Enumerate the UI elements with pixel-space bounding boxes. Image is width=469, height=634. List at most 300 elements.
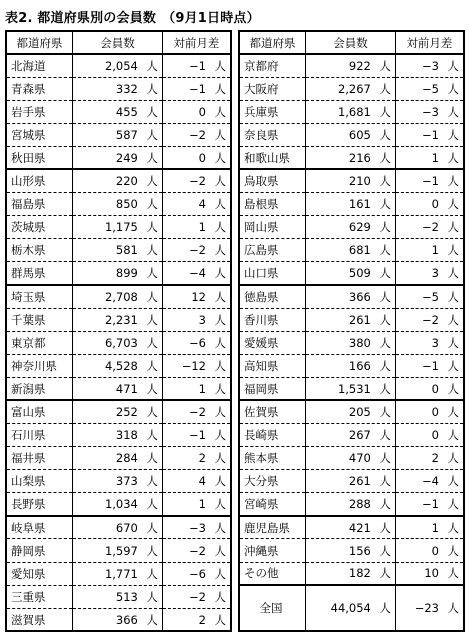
header-prefecture: 都道府県 [6, 31, 73, 54]
cell-value: 0 [431, 405, 439, 420]
table-row [6, 54, 231, 77]
members-cell [73, 308, 163, 331]
cell-value: 0 [431, 197, 439, 212]
unit-label: 人 [146, 497, 158, 512]
unit-label: 人 [146, 220, 158, 235]
cell-value: 3 [431, 335, 439, 350]
unit-label: 人 [447, 220, 459, 235]
unit-label: 人 [447, 174, 459, 189]
unit-label: 人 [379, 150, 391, 165]
diff-cell [162, 447, 231, 470]
header-members: 会員数 [73, 31, 163, 54]
diff-cell [162, 493, 231, 516]
members-cell [306, 400, 396, 423]
prefecture-cell: 和歌山県 [244, 150, 290, 165]
diff-cell [395, 562, 464, 585]
table-row [239, 262, 464, 285]
unit-label: 人 [146, 428, 158, 443]
members-cell [306, 169, 396, 192]
prefecture-cell: 鹿児島県 [244, 520, 290, 535]
cell-value: 850 [115, 197, 138, 212]
cell-value: 366 [115, 612, 138, 627]
header-diff: 対前月差 [395, 31, 464, 54]
table-row [6, 169, 231, 192]
unit-label: 人 [447, 81, 459, 96]
table-row [239, 354, 464, 377]
unit-label: 人 [146, 335, 158, 350]
unit-label: 人 [379, 497, 391, 512]
members-cell [73, 331, 163, 354]
diff-cell [162, 585, 231, 608]
unit-label: 人 [214, 127, 226, 142]
unit-label: 人 [146, 405, 158, 420]
members-cell [306, 539, 396, 562]
cell-value: 161 [348, 197, 371, 212]
members-cell [73, 562, 163, 585]
table-row [6, 493, 231, 516]
diff-cell [162, 123, 231, 146]
diff-cell [395, 331, 464, 354]
members-cell [306, 493, 396, 516]
diff-cell [162, 216, 231, 239]
cell-value: 10 [424, 566, 439, 581]
diff-cell [162, 285, 231, 308]
members-cell [73, 424, 163, 447]
cell-value: −1 [422, 497, 439, 512]
unit-label: 人 [379, 104, 391, 119]
unit-label: 人 [146, 266, 158, 281]
unit-label: 人 [146, 150, 158, 165]
prefecture-cell: 三重県 [11, 589, 46, 604]
prefecture-cell: 北海道 [11, 58, 46, 73]
unit-label: 人 [214, 81, 226, 96]
cell-value: 2,267 [337, 81, 371, 96]
prefecture-cell: 高知県 [244, 358, 279, 373]
cell-value: 1 [431, 150, 439, 165]
prefecture-cell: 新潟県 [11, 381, 46, 396]
unit-label: 人 [146, 381, 158, 396]
unit-label: 人 [146, 520, 158, 535]
table-row [239, 77, 464, 100]
prefecture-cell: 大分県 [244, 474, 279, 489]
unit-label: 人 [146, 474, 158, 489]
prefecture-cell: 千葉県 [11, 312, 46, 327]
diff-cell [162, 539, 231, 562]
members-cell [73, 377, 163, 400]
prefecture-cell: 茨城県 [11, 220, 46, 235]
cell-value: 1,681 [337, 104, 371, 119]
unit-label: 人 [214, 174, 226, 189]
cell-value: 1,175 [104, 220, 138, 235]
unit-label: 人 [447, 428, 459, 443]
cell-value: 1 [198, 497, 206, 512]
cell-value: 681 [348, 243, 371, 258]
diff-cell [395, 54, 464, 77]
cell-value: 182 [348, 566, 371, 581]
cell-value: 0 [431, 543, 439, 558]
prefecture-cell: 宮城県 [11, 127, 46, 142]
cell-value: 249 [115, 150, 138, 165]
members-cell [73, 262, 163, 285]
table-row [6, 262, 231, 285]
table-row [6, 193, 231, 216]
diff-cell [395, 424, 464, 447]
cell-value: 0 [431, 381, 439, 396]
cell-value: 220 [115, 174, 138, 189]
members-cell [73, 354, 163, 377]
unit-label: 人 [146, 174, 158, 189]
cell-value: 1 [198, 220, 206, 235]
cell-value: −3 [422, 58, 439, 73]
unit-label: 人 [379, 127, 391, 142]
table-row [6, 470, 231, 493]
table-row [6, 539, 231, 562]
prefecture-cell: 山口県 [244, 266, 279, 281]
diff-cell [162, 562, 231, 585]
unit-label: 人 [146, 566, 158, 581]
diff-cell [395, 146, 464, 169]
unit-label: 人 [214, 451, 226, 466]
unit-label: 人 [214, 312, 226, 327]
prefecture-cell: 栃木県 [11, 243, 46, 258]
cell-value: −2 [189, 543, 206, 558]
prefecture-cell: 福井県 [11, 451, 46, 466]
unit-label: 人 [214, 150, 226, 165]
unit-label: 人 [447, 474, 459, 489]
cell-value: 0 [198, 104, 206, 119]
cell-value: 1 [431, 520, 439, 535]
cell-value: 1 [431, 243, 439, 258]
unit-label: 人 [447, 197, 459, 212]
table-row [6, 400, 231, 423]
unit-label: 人 [447, 243, 459, 258]
unit-label: 人 [379, 289, 391, 304]
cell-value: 166 [348, 358, 371, 373]
unit-label: 人 [214, 520, 226, 535]
unit-label: 人 [214, 566, 226, 581]
cell-value: 318 [115, 428, 138, 443]
members-cell [306, 216, 396, 239]
unit-label: 人 [146, 612, 158, 627]
members-cell [73, 400, 163, 423]
cell-value: −1 [189, 428, 206, 443]
table-row [6, 77, 231, 100]
table-row [239, 239, 464, 262]
cell-value: 0 [431, 428, 439, 443]
table-row [6, 562, 231, 585]
unit-label: 人 [146, 543, 158, 558]
table-row [239, 308, 464, 331]
members-cell [306, 308, 396, 331]
prefecture-cell: 沖縄県 [244, 543, 279, 558]
diff-cell [395, 262, 464, 285]
cell-value: 581 [115, 243, 138, 258]
unit-label: 人 [214, 497, 226, 512]
prefecture-cell: 島根県 [244, 197, 279, 212]
cell-value: 899 [115, 266, 138, 281]
cell-value: 509 [348, 266, 371, 281]
diff-cell [395, 493, 464, 516]
diff-cell [395, 216, 464, 239]
cell-value: −5 [422, 81, 439, 96]
header-row [239, 31, 464, 54]
diff-cell [162, 377, 231, 400]
unit-label: 人 [447, 289, 459, 304]
cell-value: −2 [189, 174, 206, 189]
unit-label: 人 [379, 266, 391, 281]
unit-label: 人 [214, 358, 226, 373]
table-row [239, 100, 464, 123]
unit-label: 人 [379, 58, 391, 73]
left-table-body [6, 54, 231, 631]
table-row [6, 608, 231, 631]
unit-label: 人 [146, 81, 158, 96]
right-table-body [239, 54, 464, 631]
members-cell [73, 169, 163, 192]
cell-value: 922 [348, 58, 371, 73]
prefecture-cell: 静岡県 [11, 543, 46, 558]
cell-value: 380 [348, 335, 371, 350]
members-cell [306, 447, 396, 470]
diff-cell [162, 331, 231, 354]
unit-label: 人 [146, 58, 158, 73]
members-cell [73, 447, 163, 470]
unit-label: 人 [146, 289, 158, 304]
members-cell [306, 377, 396, 400]
cell-value: 4,528 [104, 358, 138, 373]
diff-cell [395, 100, 464, 123]
cell-value: −12 [181, 358, 206, 373]
unit-label: 人 [447, 405, 459, 420]
table-row [6, 146, 231, 169]
prefecture-cell: 鳥取県 [244, 174, 279, 189]
members-cell [73, 285, 163, 308]
unit-label: 人 [447, 601, 459, 616]
unit-label: 人 [379, 81, 391, 96]
prefecture-cell: 広島県 [244, 243, 279, 258]
cell-value: 2,708 [104, 289, 138, 304]
diff-cell [162, 354, 231, 377]
cell-value: 210 [348, 174, 371, 189]
cell-value: 366 [348, 289, 371, 304]
unit-label: 人 [214, 474, 226, 489]
prefecture-cell: 滋賀県 [11, 612, 46, 627]
prefecture-cell: 大阪府 [244, 81, 279, 96]
unit-label: 人 [379, 405, 391, 420]
table-row [6, 424, 231, 447]
cell-value: 44,054 [330, 601, 371, 616]
table-row [239, 216, 464, 239]
unit-label: 人 [214, 58, 226, 73]
table-row [239, 285, 464, 308]
unit-label: 人 [146, 127, 158, 142]
cell-value: 0 [198, 150, 206, 165]
members-cell [306, 354, 396, 377]
cell-value: 216 [348, 150, 371, 165]
diff-cell [395, 354, 464, 377]
cell-value: −1 [189, 58, 206, 73]
cell-value: −2 [422, 312, 439, 327]
page-title [5, 7, 260, 26]
diff-cell [395, 77, 464, 100]
table-row [239, 123, 464, 146]
prefecture-cell: 奈良県 [244, 127, 279, 142]
unit-label: 人 [146, 243, 158, 258]
members-cell [306, 54, 396, 77]
prefecture-cell: 山梨県 [11, 474, 46, 489]
unit-label: 人 [379, 358, 391, 373]
members-cell [73, 216, 163, 239]
unit-label: 人 [379, 520, 391, 535]
diff-cell [162, 169, 231, 192]
prefecture-cell: 秋田県 [11, 150, 46, 165]
members-cell [306, 100, 396, 123]
table-row [239, 331, 464, 354]
members-cell [73, 77, 163, 100]
members-cell [73, 146, 163, 169]
table-row [6, 354, 231, 377]
unit-label: 人 [214, 405, 226, 420]
table-row [6, 123, 231, 146]
cell-value: 470 [348, 451, 371, 466]
table-row [6, 216, 231, 239]
table-row [239, 169, 464, 192]
unit-label: 人 [447, 566, 459, 581]
cell-value: −2 [189, 243, 206, 258]
cell-value: 3 [198, 312, 206, 327]
unit-label: 人 [379, 543, 391, 558]
unit-label: 人 [146, 312, 158, 327]
cell-value: 513 [115, 589, 138, 604]
header-members: 会員数 [306, 31, 396, 54]
unit-label: 人 [379, 381, 391, 396]
cell-value: 421 [348, 520, 371, 535]
total-row [239, 585, 464, 631]
unit-label: 人 [214, 220, 226, 235]
members-cell [306, 516, 396, 539]
unit-label: 人 [214, 589, 226, 604]
members-cell [306, 424, 396, 447]
diff-cell [162, 470, 231, 493]
members-cell [306, 285, 396, 308]
unit-label: 人 [379, 428, 391, 443]
diff-cell [162, 262, 231, 285]
unit-label: 人 [447, 104, 459, 119]
cell-value: 373 [115, 474, 138, 489]
unit-label: 人 [214, 266, 226, 281]
unit-label: 人 [214, 381, 226, 396]
cell-value: −1 [422, 127, 439, 142]
diff-cell [395, 400, 464, 423]
total-members-cell [306, 585, 396, 631]
members-table-right [238, 30, 465, 632]
unit-label: 人 [379, 566, 391, 581]
cell-value: 6,703 [104, 335, 138, 350]
total-label: 全国 [239, 585, 306, 631]
prefecture-cell: 愛知県 [11, 566, 46, 581]
title-date: （9月1日時点） [162, 11, 260, 26]
table-row [6, 585, 231, 608]
unit-label: 人 [447, 335, 459, 350]
unit-label: 人 [146, 104, 158, 119]
cell-value: 205 [348, 405, 371, 420]
unit-label: 人 [379, 451, 391, 466]
diff-cell [395, 123, 464, 146]
prefecture-cell: 岐阜県 [11, 520, 46, 535]
unit-label: 人 [379, 197, 391, 212]
cell-value: −6 [189, 335, 206, 350]
prefecture-cell: 佐賀県 [244, 405, 279, 420]
unit-label: 人 [379, 243, 391, 258]
diff-cell [162, 308, 231, 331]
unit-label: 人 [214, 197, 226, 212]
cell-value: −1 [189, 81, 206, 96]
cell-value: 2 [198, 612, 206, 627]
cell-value: 3 [431, 266, 439, 281]
table-row [6, 516, 231, 539]
unit-label: 人 [379, 312, 391, 327]
members-cell [306, 262, 396, 285]
unit-label: 人 [214, 289, 226, 304]
diff-cell [162, 54, 231, 77]
members-cell [73, 123, 163, 146]
table-row [239, 493, 464, 516]
cell-value: 267 [348, 428, 371, 443]
diff-cell [395, 308, 464, 331]
table-row [239, 539, 464, 562]
unit-label: 人 [214, 428, 226, 443]
members-cell [73, 493, 163, 516]
table-row [239, 193, 464, 216]
members-cell [306, 193, 396, 216]
cell-value: −6 [189, 566, 206, 581]
cell-value: 471 [115, 381, 138, 396]
unit-label: 人 [146, 197, 158, 212]
cell-value: 587 [115, 127, 138, 142]
cell-value: 670 [115, 520, 138, 535]
unit-label: 人 [379, 220, 391, 235]
diff-cell [162, 608, 231, 631]
members-cell [306, 123, 396, 146]
cell-value: −1 [422, 174, 439, 189]
diff-cell [162, 516, 231, 539]
unit-label: 人 [447, 358, 459, 373]
cell-value: −1 [422, 358, 439, 373]
prefecture-cell: 熊本県 [244, 451, 279, 466]
cell-value: 332 [115, 81, 138, 96]
unit-label: 人 [447, 150, 459, 165]
cell-value: −2 [189, 589, 206, 604]
unit-label: 人 [214, 612, 226, 627]
header-diff: 対前月差 [162, 31, 231, 54]
members-cell [306, 562, 396, 585]
diff-cell [395, 193, 464, 216]
diff-cell [395, 470, 464, 493]
cell-value: 629 [348, 220, 371, 235]
members-cell [73, 470, 163, 493]
table-row [239, 470, 464, 493]
table-row [6, 447, 231, 470]
table-row [6, 377, 231, 400]
diff-cell [162, 400, 231, 423]
members-cell [306, 331, 396, 354]
members-cell [306, 77, 396, 100]
table-row [6, 239, 231, 262]
header-prefecture: 都道府県 [239, 31, 306, 54]
cell-value: 252 [115, 405, 138, 420]
prefecture-cell: その他 [244, 566, 279, 581]
cell-value: 1,531 [337, 381, 371, 396]
